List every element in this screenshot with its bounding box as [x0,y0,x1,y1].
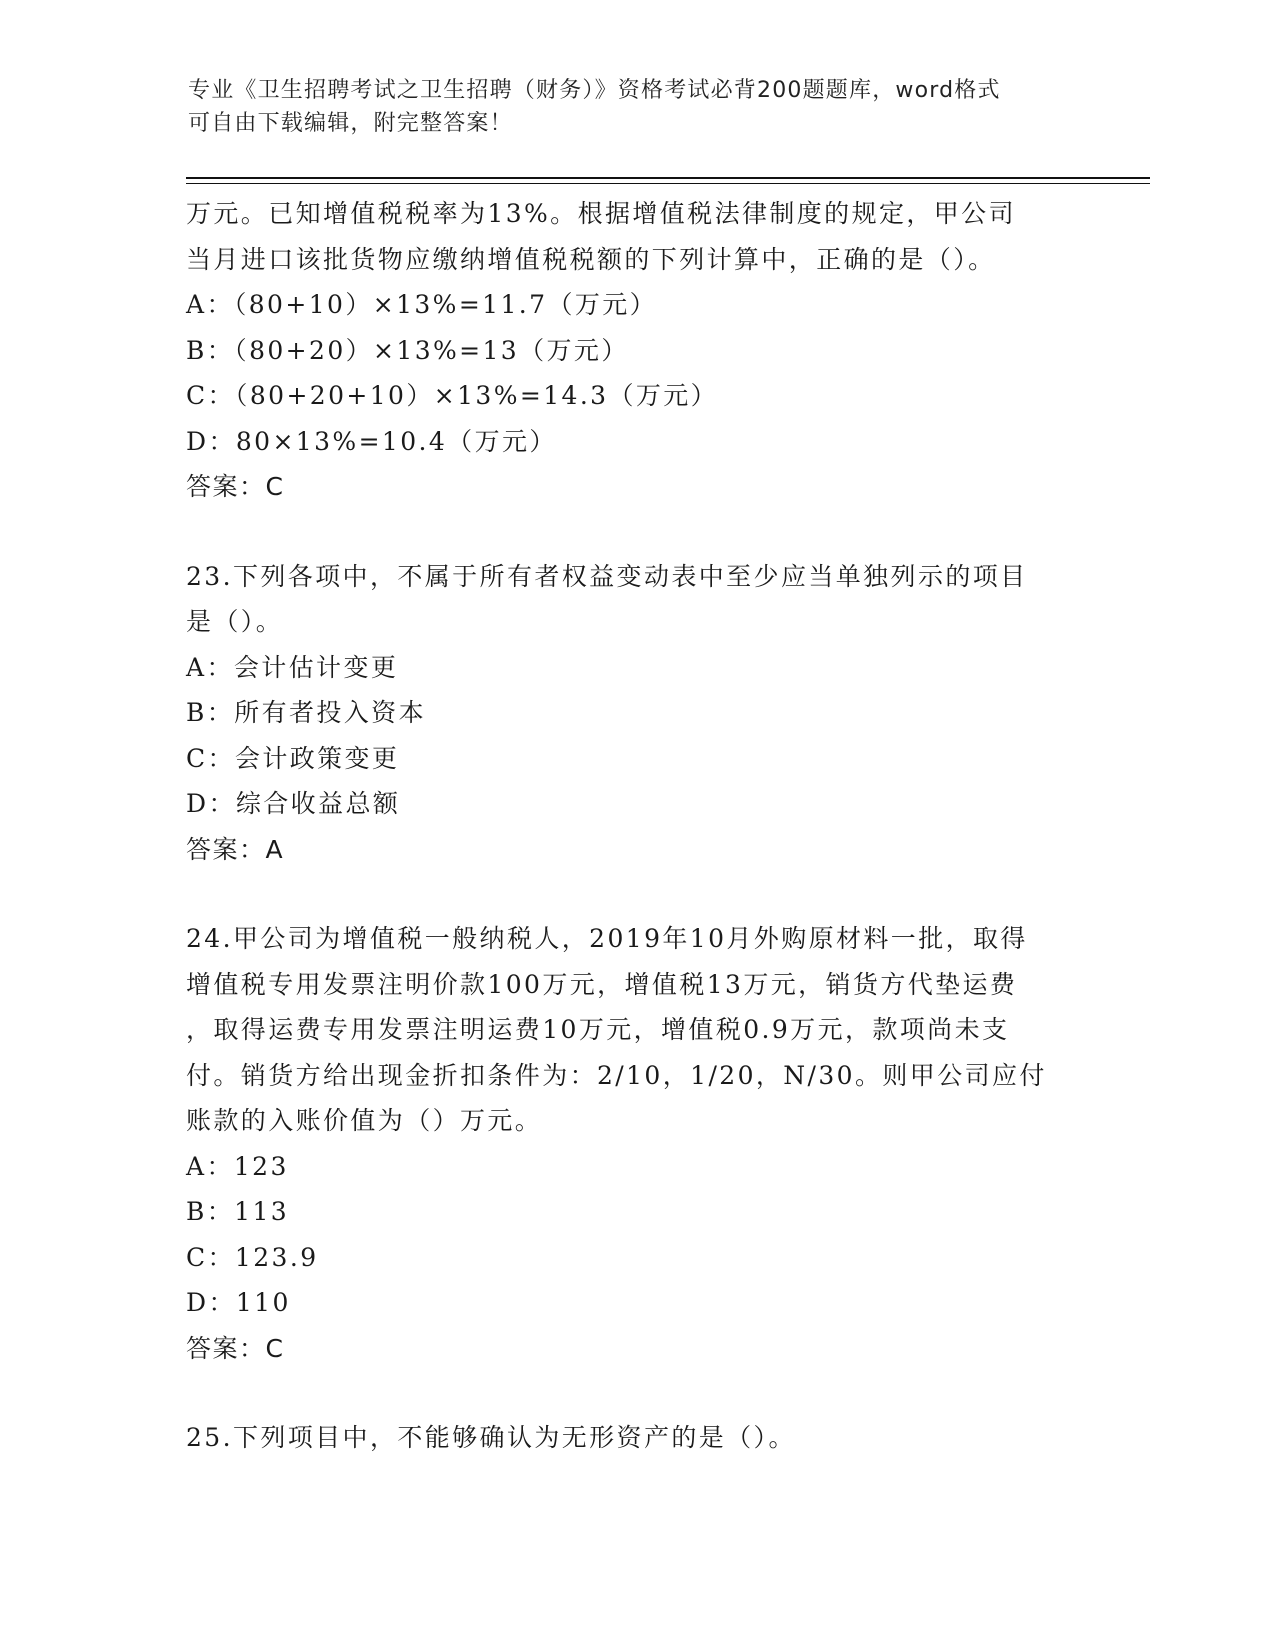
question-text-line: 当月进口该批货物应缴纳增值税税额的下列计算中，正确的是（）。 [186,244,996,274]
option-d: D：80×13%=10.4（万元） [186,426,557,456]
question-text-line: 万元。已知增值税税率为13%。根据增值税法律制度的规定，甲公司 [186,199,1016,228]
header-title-line-2: 可自由下载编辑，附完整答案！ [188,111,513,136]
header-divider-thin [186,183,1150,184]
question-text-line: 是（）。 [186,607,284,636]
option-d: D：110 [186,1288,291,1317]
question-text-line: 账款的入账价值为（）万元。 [186,1106,543,1135]
spacer [186,872,1086,916]
question-text-line: 25.下列项目中，不能够确认为无形资产的是（）。 [186,1423,796,1452]
option-d: D：综合收益总额 [186,789,401,818]
answer-label: 答案：A [186,834,285,864]
option-c: C：（80+20+10）×13%=14.3（万元） [186,381,719,410]
spacer [186,510,1086,554]
answer-label: 答案：C [186,472,285,501]
option-c: C：会计政策变更 [186,743,400,773]
option-a: A：（80+10）×13%=11.7（万元） [186,290,658,319]
question-25 [186,1415,1086,1461]
question-text-line: 付。销货方给出现金折扣条件为：2/10，1/20，N/30。则甲公司应付 [186,1060,1047,1090]
question-23 [186,554,1086,873]
option-b: B：（80+20）×13%=13（万元） [186,335,629,365]
question-text-line: 23.下列各项中，不属于所有者权益变动表中至少应当单独列示的项目 [186,561,1028,591]
question-text-line: 24.甲公司为增值税一般纳税人，2019年10月外购原材料一批，取得 [186,924,1028,953]
option-c: C：123.9 [186,1242,319,1272]
document-header [188,74,1068,140]
question-text-line: 增值税专用发票注明价款100万元，增值税13万元，销货方代垫运费 [186,969,1018,999]
question-list [186,191,1086,1461]
answer-label: 答案：C [186,1333,285,1363]
option-b: B：113 [186,1197,290,1226]
question-22 [186,191,1086,510]
spacer [186,1371,1086,1415]
question-24 [186,916,1086,1371]
header-divider-thick [186,177,1150,179]
header-title-line-1: 专业《卫生招聘考试之卫生招聘（财务）》资格考试必背200题题库，word格式 [188,78,1001,103]
option-a: A：会计估计变更 [186,652,399,682]
option-a: A：123 [186,1151,289,1181]
option-b: B：所有者投入资本 [186,698,426,727]
question-text-line: ，取得运费专用发票注明运费10万元，增值税0.9万元，款项尚未支 [186,1015,1010,1044]
